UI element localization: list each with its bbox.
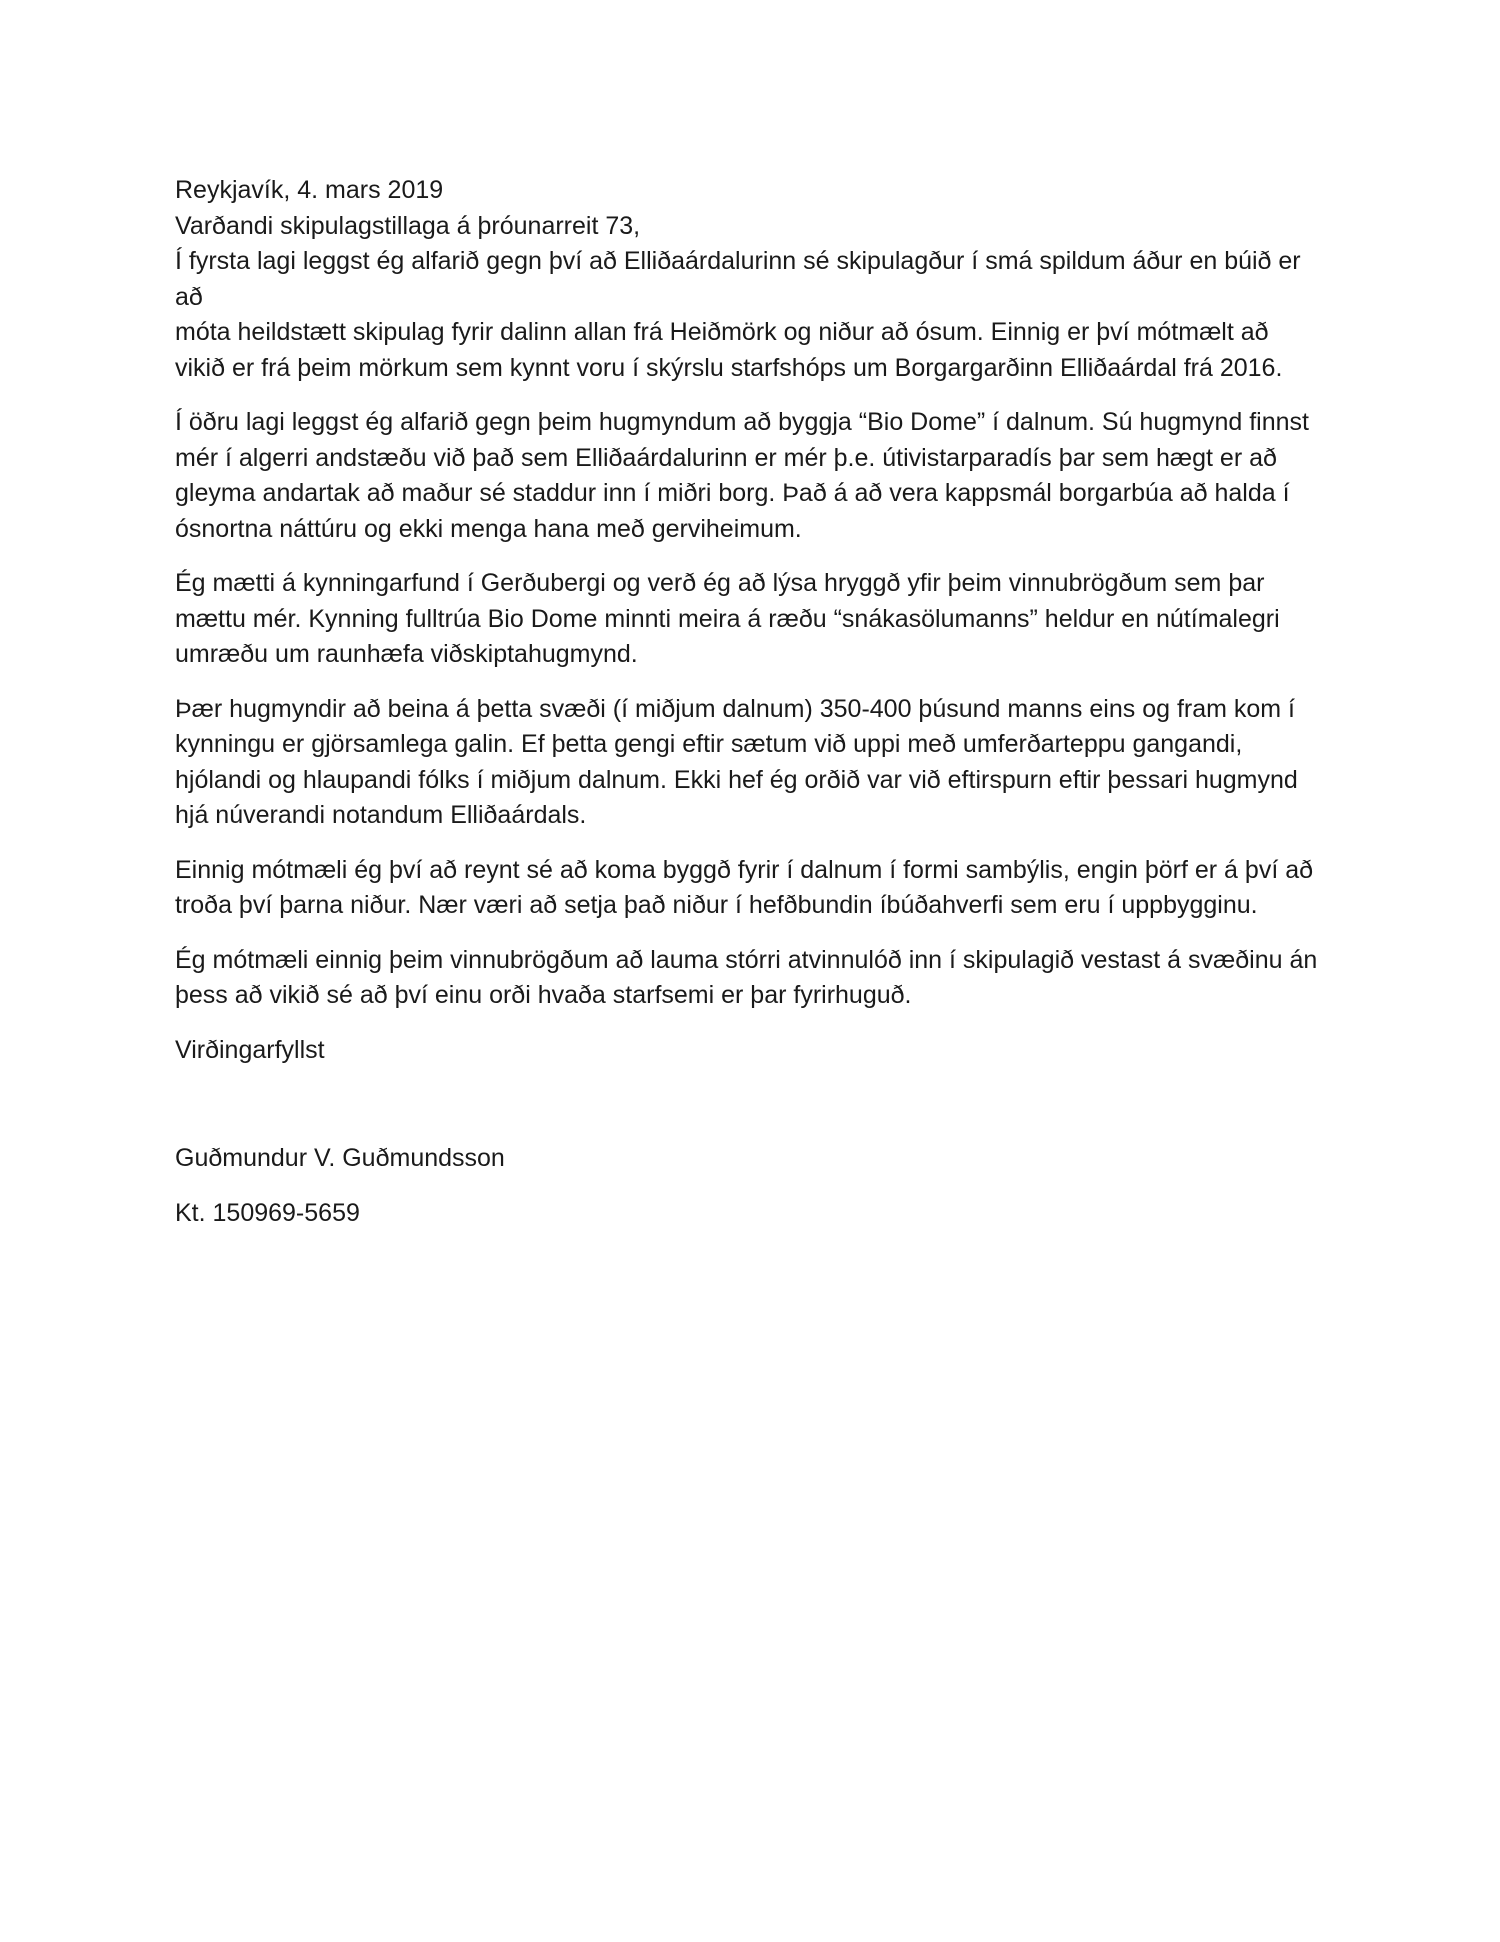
letter-body <box>175 173 1335 1231</box>
subject-line: Varðandi skipulagstillaga á þróunarreit 73, <box>175 211 641 240</box>
paragraph-4: Þær hugmyndir að beina á þetta svæði (í miðjum dalnum) 350-400 þúsund manns eins og fram kom í kynningu er gjörsamlega galin. Ef þetta gengi eftir sætum við uppi með umferðarteppu gangandi, hjólandi og hlaupandi fólks í miðjum dalnum. Ekki hef ég orðið var við eftirspurn eftir þessari hugmynd hjá núverandi notandum Elliðaárdals. <box>175 694 1298 829</box>
paragraph-2: Í öðru lagi leggst ég alfarið gegn þeim hugmyndum að byggja “Bio Dome” í dalnum. Sú hugmynd finnst mér í algerri andstæðu við það sem Elliðaárdalurinn er mér þ.e. útivistarparadís þar sem hægt er að gleyma andartak að maður sé staddur inn í miðri borg. Það á að vera kappsmál borgarbúa að halda í ósnortna náttúru og ekki menga hana með gerviheimum. <box>175 408 1309 543</box>
paragraph-5: Einnig mótmæli ég því að reynt sé að koma byggð fyrir í dalnum í formi sambýlis, engin þörf er á því að troða því þarna niður. Nær væri að setja það niður í hefðbundin íbúðahverfi sem eru í uppbygginu. <box>175 855 1314 919</box>
date-line: Reykjavík, 4. mars 2019 <box>175 176 444 204</box>
signature-name: Guðmundur V. Guðmundsson <box>175 1144 505 1172</box>
closing-line: Virðingarfyllst <box>175 1035 325 1064</box>
paragraph-3: Ég mætti á kynningarfund í Gerðubergi og verð ég að lýsa hryggð yfir þeim vinnubrögðum sem þar mættu mér. Kynning fulltrúa Bio Dome minnti meira á ræðu “snákasölumanns” heldur en nútímalegri umræðu um raunhæfa viðskiptahugmynd. <box>175 569 1280 668</box>
paragraph-1: Í fyrsta lagi leggst ég alfarið gegn því að Elliðaárdalurinn sé skipulagður í smá spildum áður en búið er að móta heildstætt skipulag fyrir dalinn allan frá Heiðmörk og niður að ósum. Einnig er því mótmælt að vikið er frá þeim mörkum sem kynnt voru í skýrslu starfshóps um Borgargarðinn Elliðaárdal frá 2016. <box>175 247 1301 382</box>
id-number: Kt. 150969-5659 <box>175 1198 360 1227</box>
paragraph-6: Ég mótmæli einnig þeim vinnubrögðum að lauma stórri atvinnulóð inn í skipulagið vestast á svæðinu án þess að vikið sé að því einu orði hvaða starfsemi er þar fyrirhuguð. <box>175 945 1318 1009</box>
